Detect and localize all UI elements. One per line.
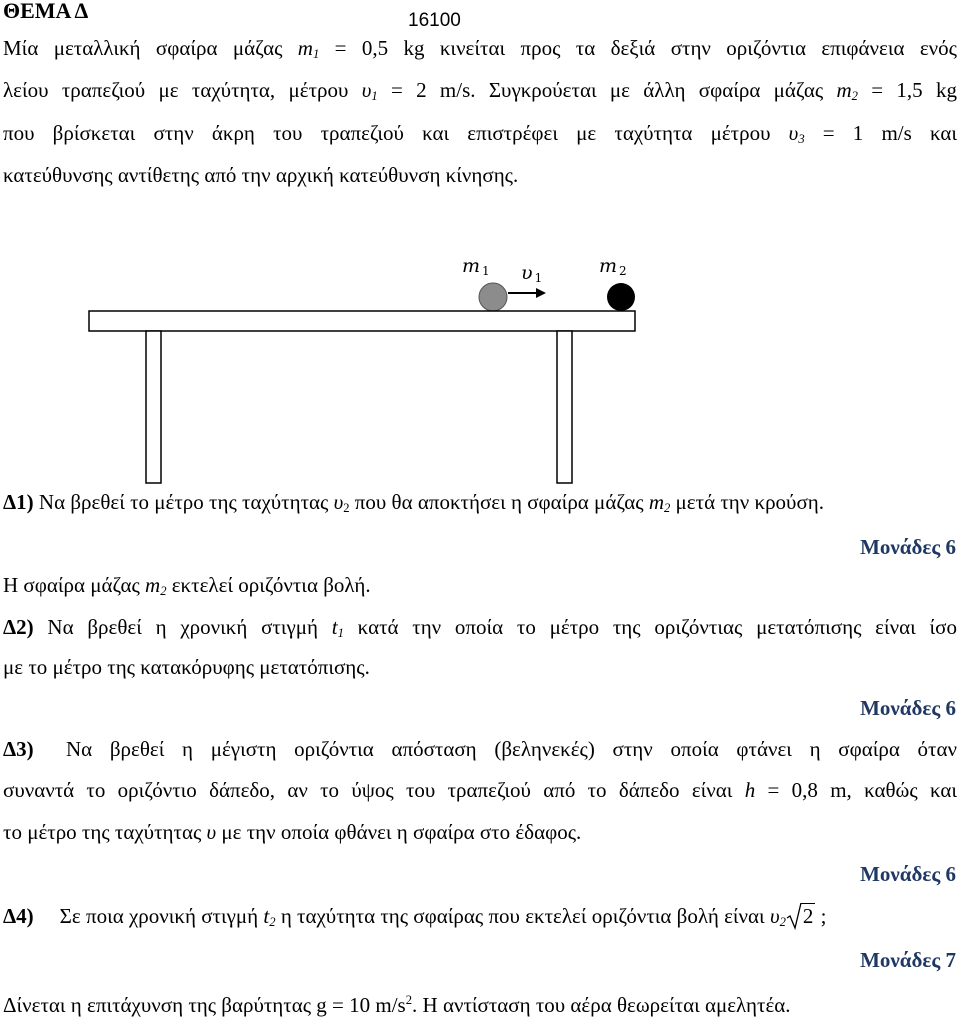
question-d3-line-2: συναντά το οριζόντιο δάπεδο, αν το ύψος του τραπεζιού από το δάπεδο είναι h = 0,8 m, καθώς και [3,778,957,802]
question-d2-line-2: με το μέτρο της κατακόρυφης μετατόπισης. [3,655,370,679]
ball-m2 [607,283,635,311]
given-gravity-note: Δίνεται η επιτάχυνση της βαρύτητας g = 10 $m/s^2$. Η αντίσταση του αέρα θεωρείται αμελητέα. [3,992,791,1017]
section-title: ΘΕΜΑ Δ [3,0,89,23]
intro-line-4: κατεύθυνσης αντίθετης από την αρχική κατεύθυνση κίνησης. [3,163,519,187]
square-root-symbol: 2 [786,906,816,927]
points-d4: Μονάδες 7 [860,948,956,972]
points-d1: Μονάδες 6 [860,535,956,559]
m1-label: m 1 [462,255,490,278]
intro-line-1: Μία μεταλλική σφαίρα μάζας $m_1 = 0,5$ kg κινείται προς τα δεξιά στην οριζόντια επιφάνεια ενός [3,36,957,62]
horizontal-projectile-note: Η σφαίρα μάζας $m_2$ εκτελεί οριζόντια βολή. [3,573,371,599]
table-top [89,311,635,331]
table-leg-right [557,331,572,483]
question-d4: Δ4) Σε ποια χρονική στιγμή $t_2$ η ταχύτητα της σφαίρας που εκτελεί οριζόντια βολή είναι $\upsilon_2$ 2 ; [3,904,827,930]
intro-line-2: λείου τραπεζιού με ταχύτητα, μέτρου $\upsilon_1 = 2$ m/s. Συγκρούεται με άλλη σφαίρα μάζας $m_2 = 1,5$ kg [3,78,957,104]
v1-label: υ 1 [521,262,543,285]
question-d2-line-1: Δ2) Να βρεθεί η χρονική στιγμή $t_1$ κατά την οποία το μέτρο της οριζόντιας μετατόπισης είναι ίσο [3,615,957,641]
velocity-arrow-head [536,288,546,298]
question-d3-line-3: το μέτρο της ταχύτητας υ με την οποία φθάνει η σφαίρα στο έδαφος. [3,820,582,844]
question-d1: Δ1) Να βρεθεί το μέτρο της ταχύτητας $\upsilon_2$ που θα αποκτήσει η σφαίρα μάζας $m_2$ μετά την κρούση. [3,490,824,516]
question-d3-line-1: Να βρεθεί η μέγιστη οριζόντια απόσταση (βεληνεκές) στην οποία φτάνει η σφαίρα όταν [66,737,957,761]
points-d3: Μονάδες 6 [860,862,956,886]
m2-label: m 2 [599,255,627,278]
intro-line-3: που βρίσκεται στην άκρη του τραπεζιού και επιστρέφει με ταχύτητα μέτρου $\upsilon_3 = 1$ m/s και [3,121,958,147]
table-leg-left [146,331,161,483]
ball-m1 [479,283,507,311]
question-d3-label: Δ3) [3,737,34,761]
points-d2: Μονάδες 6 [860,696,956,720]
table-collision-diagram [0,240,960,490]
exercise-code: 16100 [408,10,461,31]
